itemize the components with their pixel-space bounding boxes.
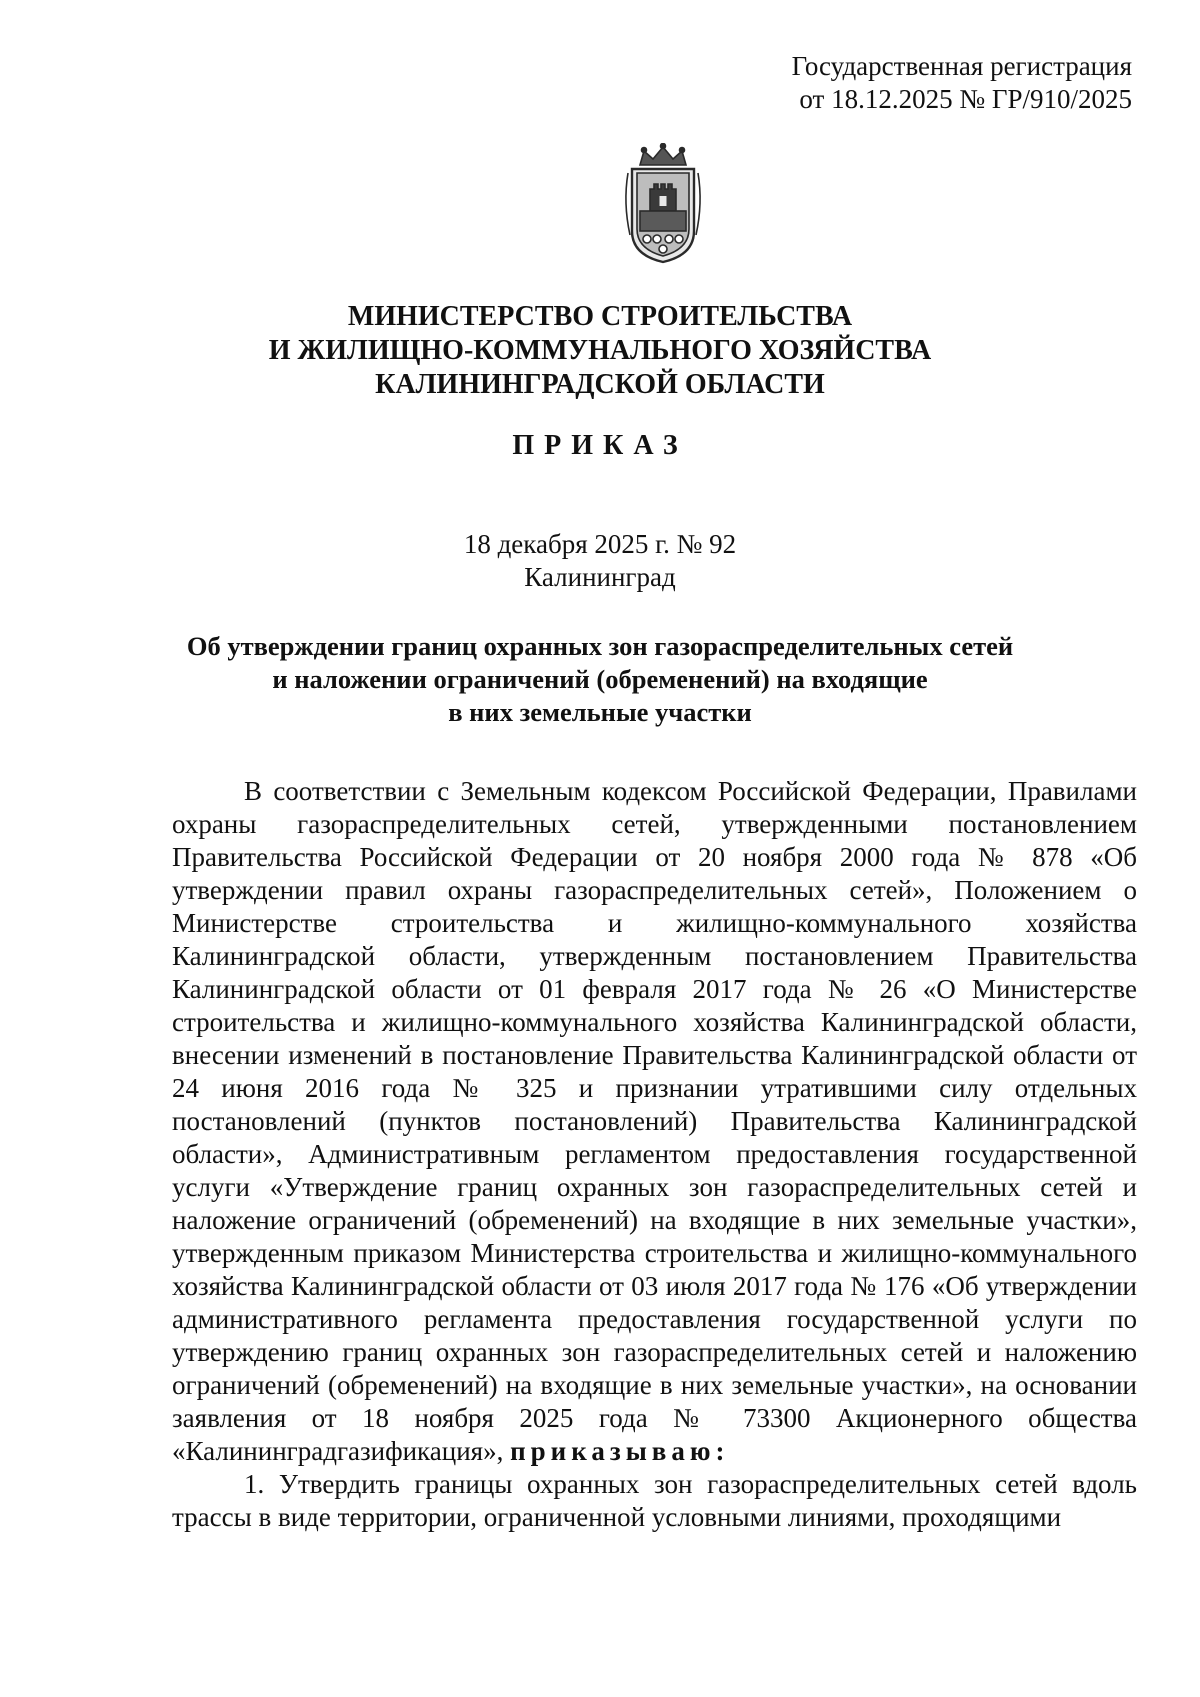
order-body <box>172 775 1137 1534</box>
preamble-text: В соответствии с Земельным кодексом Российской Федерации, Правилами охраны газораспределительных сетей, утвержденными постановлением Правительства Российской Федерации от 20 ноября 2000 года № 878 «Об утверждении правил охраны газораспределительных сетей», Положением о Министерстве строительства и жилищно-коммунального хозяйства Калининградской области, утвержденным постановлением Правительства Калининградской области от 01 февраля 2017 года № 26 «О Министерстве строительства и жилищно-коммунального хозяйства Калининградской области, внесении изменений в постановление Правительства Калининградской области от 24 июня 2016 года № 325 и признании утратившими силу отдельных постановлений (пунктов постановлений) Правительства Калининградской области», Административным регламентом предоставления государственной услуги «Утверждение границ охранных зон газораспределительных сетей и наложение ограничений (обременений) на входящие в них земельные участки», утвержденным приказом Министерства строительства и жилищно-коммунального хозяйства Калининградской области от 03 июля 2017 года № 176 «Об утверждении административного регламента предоставления государственной услуги по утверждению границ охранных зон газораспределительных сетей и наложению ограничений (обременений) на входящие в них земельные участки», на основании заявления от 18 ноября 2025 года № 73300 Акционерного общества «Калининградгазификация», <box>172 776 1137 1466</box>
registration-line-1: Государственная регистрация <box>791 51 1132 81</box>
registration-stamp <box>792 50 1132 116</box>
order-word: приказываю: <box>510 1436 730 1466</box>
document-type: ПРИКАЗ <box>512 430 688 461</box>
date-place-block <box>0 528 1200 594</box>
preamble-paragraph <box>172 775 1137 1468</box>
ministry-name <box>0 300 1200 402</box>
item-1-paragraph: 1. Утвердить границы охранных зон газораспределительных сетей вдоль трассы в виде территории, ограниченной условными линиями, проходящими <box>172 1469 1137 1532</box>
order-date-number: 18 декабря 2025 г. № 92 <box>463 529 737 559</box>
order-subject <box>0 630 1200 729</box>
subject-line-2: и наложении ограничений (обременений) на входящие <box>272 664 928 694</box>
coat-of-arms-icon <box>620 143 706 265</box>
ministry-line-3: КАЛИНИНГРАДСКОЙ ОБЛАСТИ <box>375 369 825 400</box>
ministry-line-2: И ЖИЛИЩНО-КОММУНАЛЬНОГО ХОЗЯЙСТВА <box>268 335 932 366</box>
subject-line-3: в них земельные участки <box>448 697 752 727</box>
registration-line-2: от 18.12.2025 № ГР/910/2025 <box>799 84 1132 114</box>
subject-line-1: Об утверждении границ охранных зон газораспределительных сетей <box>186 631 1014 661</box>
ministry-line-1: МИНИСТЕРСТВО СТРОИТЕЛЬСТВА <box>347 301 853 332</box>
order-place: Калининград <box>524 562 676 592</box>
